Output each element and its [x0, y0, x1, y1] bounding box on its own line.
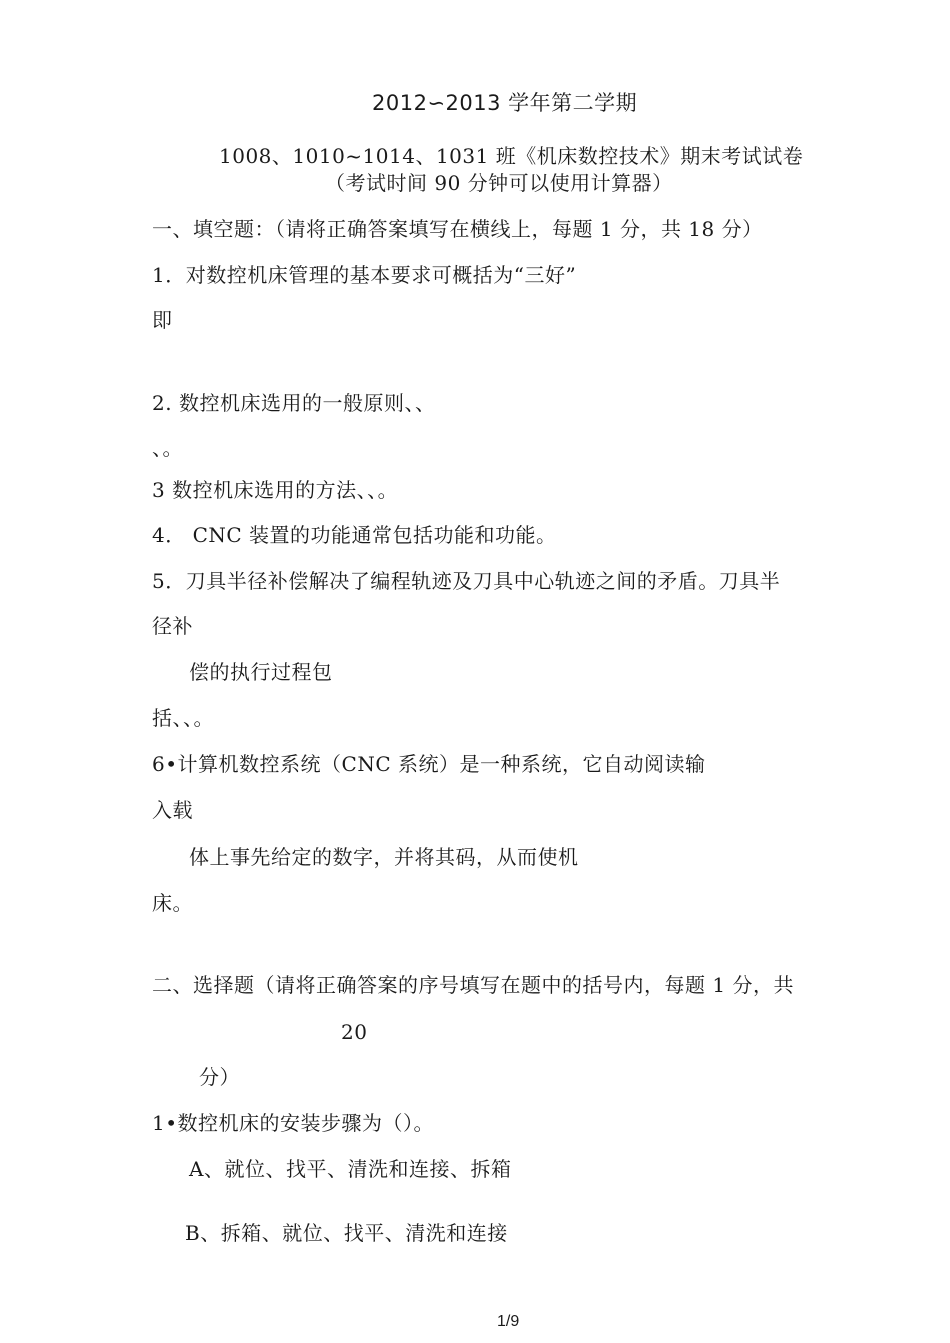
question-1: 1•数控机床的安装步骤为（）。 [152, 1111, 435, 1135]
question-line: 2. 数控机床选用的一般原则、、 [152, 391, 436, 415]
question-line: 括、、。 [152, 706, 214, 730]
exam-note: （考试时间 90 分钟可以使用计算器） [325, 171, 673, 195]
exam-name: 1008、1010~1014、1031 班《机床数控技术》期末考试试卷 [219, 144, 804, 168]
question-line: 6•计算机数控系统（CNC 系统）是一种系统，它自动阅读输 [152, 752, 706, 776]
option-b: B、拆箱、就位、找平、清洗和连接 [185, 1221, 508, 1245]
question-line: 径补 [152, 614, 193, 638]
question-line: 偿的执行过程包 [189, 660, 333, 684]
question-line: 3 数控机床选用的方法、、。 [152, 478, 399, 502]
section2-heading-cont: 分） [199, 1065, 240, 1089]
option-a: A、就位、找平、清洗和连接、拆箱 [189, 1157, 512, 1181]
question-line: 即 [152, 308, 173, 332]
question-line: 、。 [152, 436, 183, 460]
question-line: 4． CNC 装置的功能通常包括功能和功能。 [152, 523, 557, 547]
question-line: 床。 [152, 891, 193, 915]
section2-heading-cont: 20 [341, 1020, 368, 1044]
question-line: 体上事先给定的数字，并将其码，从而使机 [189, 845, 579, 869]
page-number: 1/9 [497, 1313, 520, 1330]
question-line: 入载 [152, 798, 193, 822]
section2-heading: 二、选择题（请将正确答案的序号填写在题中的括号内，每题 1 分，共 [152, 973, 794, 997]
question-line: 1．对数控机床管理的基本要求可概括为“三好” [152, 263, 577, 287]
question-line: 5．刀具半径补偿解决了编程轨迹及刀具中心轨迹之间的矛盾。刀具半 [152, 569, 781, 593]
section1-heading: 一、填空题：（请将正确答案填写在横线上，每题 1 分，共 18 分） [152, 217, 763, 241]
page-title: 2012∽2013 学年第二学期 [372, 91, 638, 115]
